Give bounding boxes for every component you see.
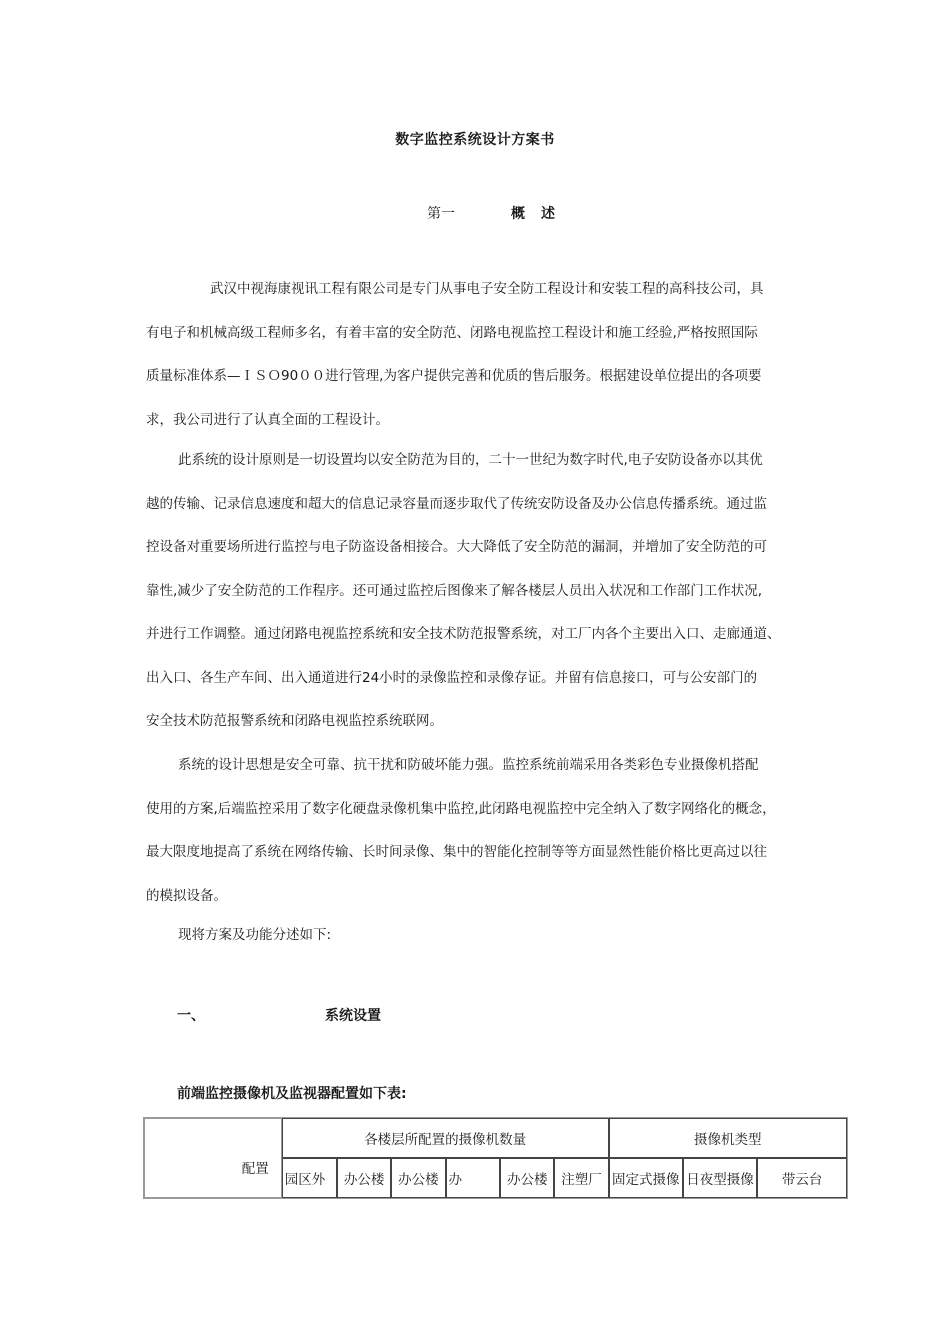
paragraph-line: 求，我公司进行了认真全面的工程设计。 [146, 411, 389, 428]
paragraph-line: 有电子和机械高级工程师多名，有着丰富的安全防范、闭路电视监控工程设计和施工经验,严格按照国际 [146, 324, 758, 341]
table-column-header: 固定式摄像 [609, 1158, 683, 1198]
paragraph-line: 安全技术防范报警系统和闭路电视监控系统联网。 [146, 713, 443, 729]
paragraph-line: 此系统的设计原则是一切设置均以安全防范为目的，二十一世纪为数字时代,电子安防设备亦以其优 [178, 452, 763, 468]
paragraph-line: 使用的方案,后端监控采用了数字化硬盘录像机集中监控,此闭路电视监控中完全纳入了数字网络化的概念， [146, 800, 776, 817]
paragraph-line: 并进行工作调整。通过闭路电视监控系统和安全技术防范报警系统，对工厂内各个主要出入口、走廊通道、 [146, 626, 781, 642]
paragraph-line: 靠性,减少了安全防范的工作程序。还可通过监控后图像来了解各楼层人员出入状况和工作部门工作状况, [146, 582, 763, 599]
table-column-header: 园区外 [282, 1158, 337, 1198]
paragraph-overview [146, 914, 816, 958]
table-column-header: 办 [446, 1158, 501, 1198]
paragraph-line: 最大限度地提高了系统在网络传输、长时间录像、集中的智能化控制等等方面显然性能价格比更高过以往 [146, 844, 767, 860]
table-column-header: 办公楼 [500, 1158, 554, 1198]
table-group-header: 摄像机类型 [609, 1118, 847, 1158]
chapter-name: 概述 [511, 206, 571, 222]
table-column-header: 办公楼 [391, 1158, 445, 1198]
chapter-number: 第一 [427, 206, 455, 222]
table-column-header: 办公楼 [337, 1158, 391, 1198]
section-title: 系统设置 [325, 1008, 381, 1024]
paragraph-design-idea [146, 744, 816, 918]
paragraph-intro [146, 268, 816, 442]
paragraph-line: 武汉中视海康视讯工程有限公司是专门从事电子安全防工程设计和安装工程的高科技公司，具 [210, 281, 764, 297]
table-column-header: 日夜型摄像 [683, 1158, 757, 1198]
paragraph-line: 系统的设计思想是安全可靠、抗干扰和防破坏能力强。监控系统前端采用各类彩色专业摄像机搭配 [178, 757, 759, 773]
paragraph-line: 出入口、各生产车间、出入通道进行24小时的录像监控和录像存证。并留有信息接口，可与公安部门的 [146, 669, 758, 686]
table-column-header: 带云台 [757, 1158, 847, 1198]
section-heading [177, 1005, 381, 1025]
table-header-row [144, 1118, 847, 1158]
paragraph-design-principle [146, 439, 816, 744]
table-column-header: 注塑厂 [554, 1158, 608, 1198]
document-title: 数字监控系统设计方案书 [395, 132, 555, 148]
paragraph-line: 的模拟设备。 [146, 887, 227, 904]
table-row-header: 配置 [144, 1118, 282, 1198]
paragraph-line: 越的传输、记录信息速度和超大的信息记录容量而逐步取代了传统安防设备及办公信息传播系统。通过监 [146, 495, 767, 512]
config-table [143, 1117, 848, 1199]
table-caption: 前端监控摄像机及监视器配置如下表: [177, 1086, 407, 1102]
chapter-heading [427, 203, 571, 223]
paragraph-line: 现将方案及功能分述如下: [178, 927, 332, 943]
section-number: 一、 [177, 1008, 205, 1024]
paragraph-line: 质量标准体系—ＩＳＯ90００进行管理,为客户提供完善和优质的售后服务。根据建设单位提出的各项要 [146, 368, 762, 384]
config-table-wrapper [143, 1117, 848, 1203]
paragraph-line: 控设备对重要场所进行监控与电子防盗设备相接合。大大降低了安全防范的漏洞，并增加了安全防范的可 [146, 539, 767, 555]
table-group-header: 各楼层所配置的摄像机数量 [282, 1118, 609, 1158]
